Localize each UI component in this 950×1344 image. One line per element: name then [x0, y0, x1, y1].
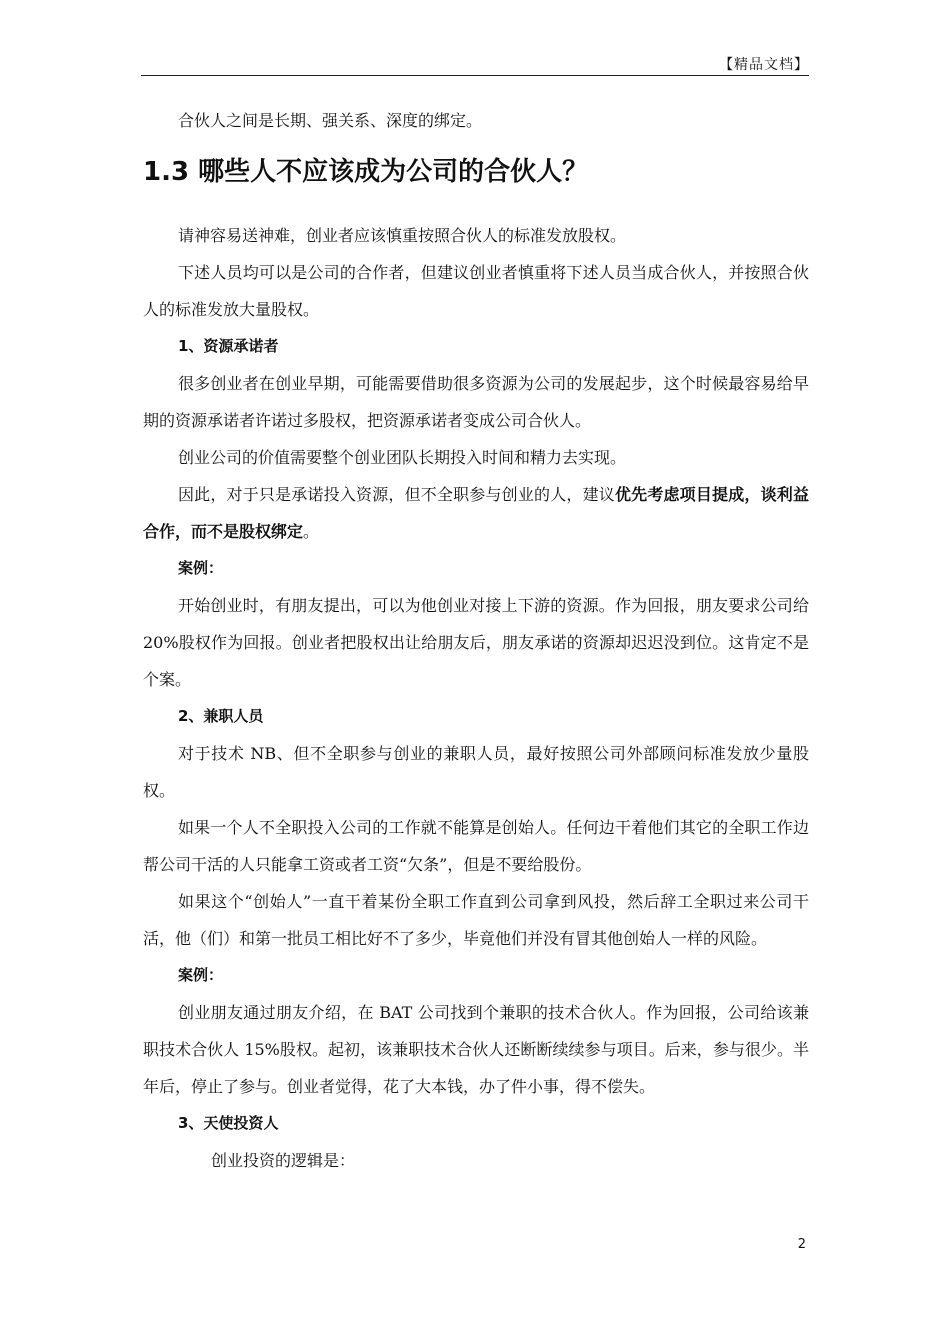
page-number: 2 — [797, 1237, 806, 1252]
header-tag: 【精品文档】 — [719, 57, 809, 73]
header-rule — [141, 75, 809, 76]
case-label: 案例： — [178, 559, 224, 577]
paragraph: 下述人员均可以是公司的合作者，但建议创业者慎重将下述人员当成合伙人，并按照合伙人的标准发放大量股权。 — [143, 263, 809, 319]
section-heading: 1.3 哪些人不应该成为公司的合伙人？ — [143, 157, 589, 187]
text-run: 。 — [303, 522, 320, 541]
case-label: 案例： — [178, 966, 224, 984]
paragraph: 如果这个“创始人”一直干着某份全职工作直到公司拿到风投，然后辞工全职过来公司干活，他（们）和第一批员工相比好不了多少，毕竟他们并没有冒其他创始人一样的风险。 — [143, 892, 809, 948]
paragraph: 创业公司的价值需要整个创业团队长期投入时间和精力去实现。 — [178, 448, 627, 467]
subsection-title: 3、天使投资人 — [178, 1114, 279, 1132]
paragraph: 请神容易送神难，创业者应该慎重按照合伙人的标准发放股权。 — [178, 226, 627, 245]
intro-paragraph: 合伙人之间是长期、强关系、深度的绑定。 — [178, 111, 483, 130]
document-body — [143, 102, 809, 1179]
text-run: 因此，对于只是承诺投入资源，但不全职参与创业的人，建议 — [178, 485, 615, 504]
paragraph: 对于技术 NB、但不全职参与创业的兼职人员，最好按照公司外部顾问标准发放少量股权。 — [143, 744, 809, 800]
paragraph: 如果一个人不全职投入公司的工作就不能算是创始人。任何边干着他们其它的全职工作边帮公司干活的人只能拿工资或者工资“欠条”，但是不要给股份。 — [143, 818, 809, 874]
subsection-title: 1、资源承诺者 — [178, 337, 279, 355]
paragraph: 很多创业者在创业早期，可能需要借助很多资源为公司的发展起步，这个时候最容易给早期的资源承诺者许诺过多股权，把资源承诺者变成公司合伙人。 — [143, 374, 809, 430]
subsection-title: 2、兼职人员 — [178, 707, 264, 725]
emphasis-text: 优先考虑项目提成，谈利益合作，而不是股权绑定 — [143, 485, 809, 541]
case-paragraph: 开始创业时，有朋友提出，可以为他创业对接上下游的资源。作为回报，朋友要求公司给 20%股权作为回报。创业者把股权出让给朋友后，朋友承诺的资源却迟迟没到位。这肯定不是个案。 — [143, 596, 809, 689]
paragraph — [143, 476, 809, 550]
case-paragraph: 创业朋友通过朋友介绍，在 BAT 公司找到个兼职的技术合伙人。作为回报，公司给该兼职技术合伙人 15%股权。起初，该兼职技术合伙人还断断续续参与项目。后来，参与很少。半年后，停止了参与。创业者觉得，花了大本钱，办了件小事，得不偿失。 — [143, 1003, 809, 1096]
paragraph: 创业投资的逻辑是： — [211, 1151, 356, 1170]
